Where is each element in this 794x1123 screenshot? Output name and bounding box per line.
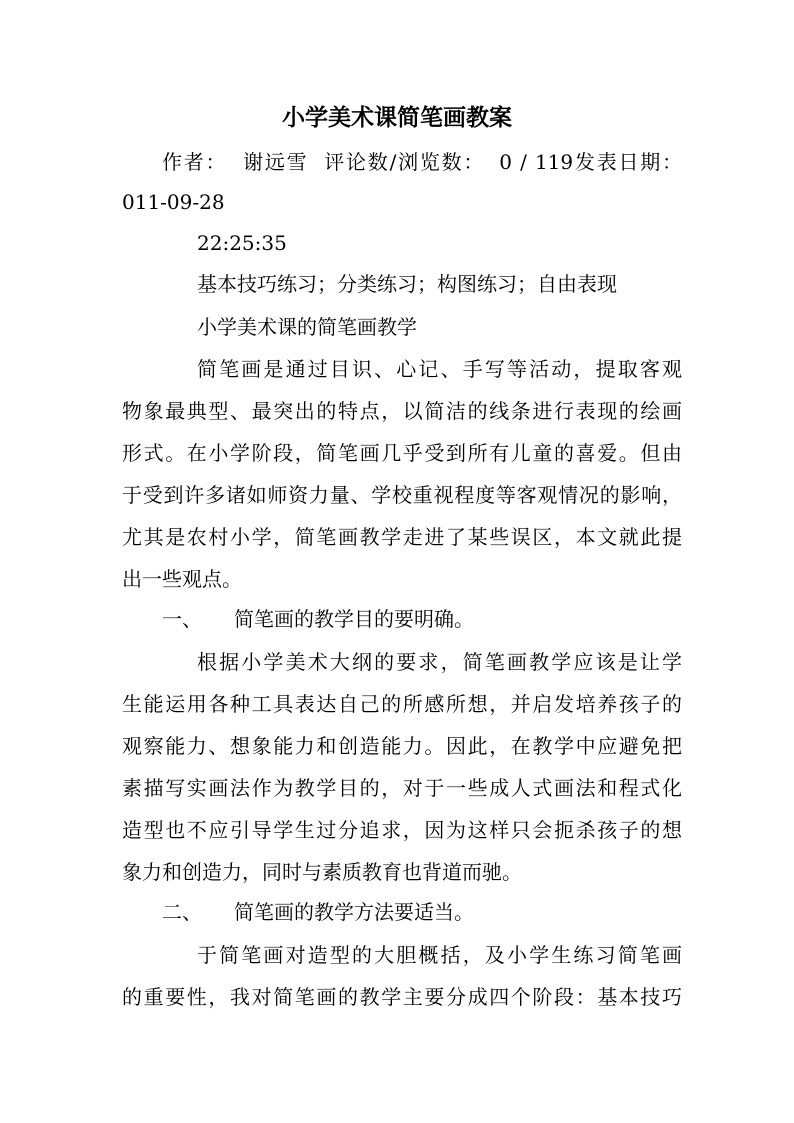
subtitle: 小学美术课的简笔画教学	[197, 315, 417, 339]
author-name: 谢远雪	[241, 150, 309, 174]
paragraph-line: 造型也不应引导学生过分追求，因为这样只会扼杀孩子的想	[122, 818, 682, 842]
section-heading-2	[162, 898, 682, 926]
section-heading-text: 简笔画的教学目的要明确。	[234, 607, 474, 631]
keywords-line: 基本技巧练习；分类练习；构图练习；自由表现	[197, 272, 617, 296]
paragraph-line: 形式。在小学阶段，简笔画几乎受到所有儿童的喜爱。但由	[122, 441, 682, 465]
paragraph-line: 的重要性，我对简笔画的教学主要分成四个阶段：基本技巧	[122, 985, 682, 1009]
paragraph-line: 生能运用各种工具表达自己的所感所想，并启发培养孩子的	[122, 692, 682, 716]
paragraph-line: 素描写实画法作为教学目的，对于一些成人式画法和程式化	[122, 776, 682, 800]
section-number: 一、	[162, 607, 202, 631]
section-number: 二、	[162, 900, 202, 924]
paragraph-line: 出一些观点。	[122, 567, 242, 591]
date-label: 发表日期：	[573, 150, 683, 174]
paragraph-line: 尤其是农村小学，简笔画教学走进了某些误区，本文就此提	[122, 525, 682, 549]
time-value: 22:25:35	[197, 231, 287, 255]
paragraph-line: 于受到许多诸如师资力量、学校重视程度等客观情况的影响，	[122, 483, 682, 507]
stats-label: 评论数/浏览数：	[322, 150, 486, 174]
author-label: 作者：	[162, 150, 228, 174]
paragraph-line: 观察能力、想象能力和创造能力。因此，在教学中应避免把	[122, 734, 682, 758]
paragraph-line: 象力和创造力，同时与素质教育也背道而驰。	[122, 860, 522, 884]
meta-line	[162, 148, 682, 176]
section-heading-1	[162, 605, 682, 633]
paragraph-line: 简笔画是通过目识、心记、手写等活动，提取客观	[197, 357, 682, 381]
paragraph-line: 物象最典型、最突出的特点，以简洁的线条进行表现的绘画	[122, 399, 682, 423]
date-value: 011-09-28	[122, 190, 225, 214]
paragraph-line: 根据小学美术大纲的要求，简笔画教学应该是让学	[197, 650, 682, 674]
section-heading-text: 简笔画的教学方法要适当。	[234, 900, 474, 924]
document-title: 小学美术课简笔画教案	[282, 104, 512, 131]
paragraph-line: 于简笔画对造型的大胆概括，及小学生练习简笔画	[197, 943, 682, 967]
stats-value: 0 / 119	[499, 150, 574, 174]
